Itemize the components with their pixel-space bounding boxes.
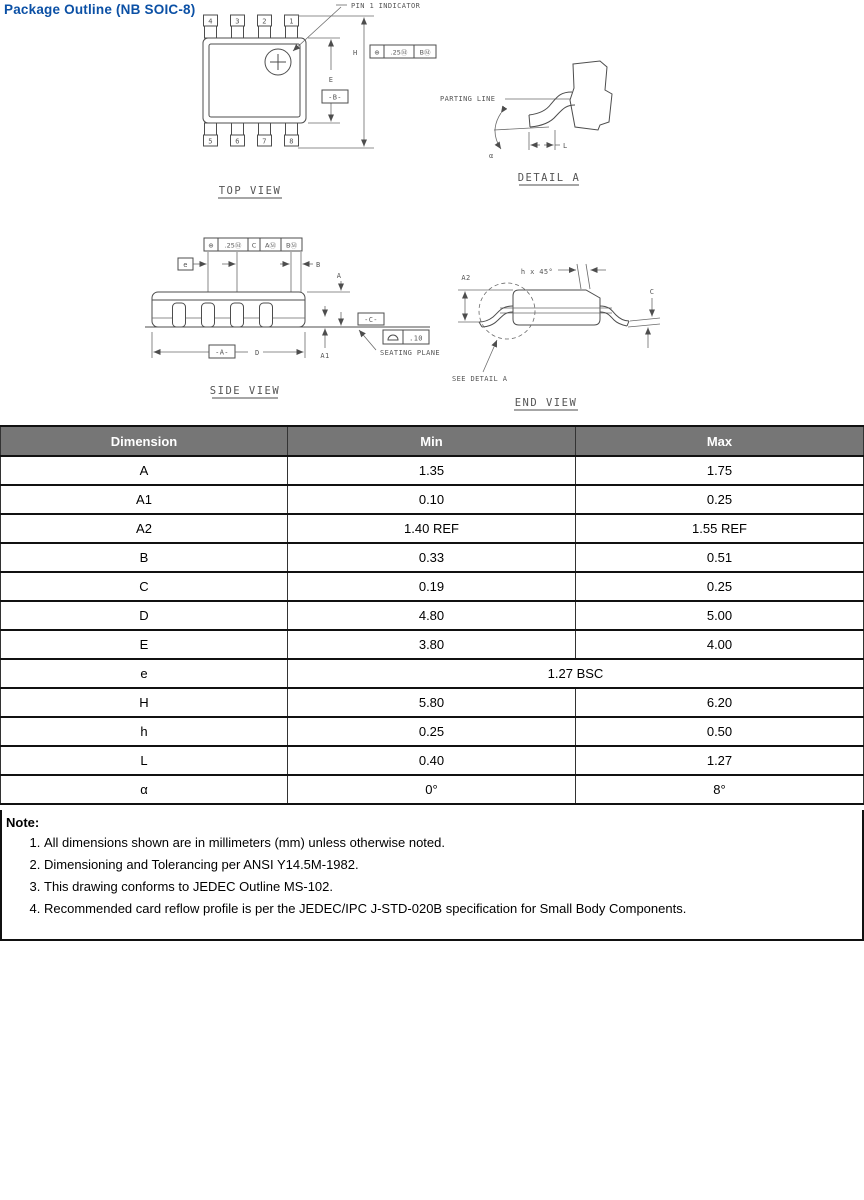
note-item: 1. All dimensions shown are in millimeters (mm) unless otherwise noted.	[44, 832, 862, 854]
dimension-cell: C	[1, 572, 288, 601]
min-cell: 3.80	[288, 630, 576, 659]
min-cell: 0.33	[288, 543, 576, 572]
pin-number: 8	[289, 137, 294, 146]
lead-profile	[529, 92, 572, 115]
svg-text:BⓂ: BⓂ	[286, 241, 297, 250]
pin-number: 4	[208, 17, 213, 26]
dim-E-label: E	[328, 76, 334, 84]
dimension-cell: B	[1, 543, 288, 572]
max-cell: 0.25	[576, 485, 864, 514]
dim-A2-label: A2	[461, 274, 471, 282]
dim-e-label: e	[183, 261, 188, 269]
datum-A-label: -A-	[215, 348, 229, 357]
position-symbol: ⊕	[374, 48, 380, 57]
max-cell: 1.55 REF	[576, 514, 864, 543]
svg-text:AⓂ: AⓂ	[265, 241, 276, 250]
dim-L-label: L	[563, 142, 568, 150]
note-item: 4. Recommended card reflow profile is per the JEDEC/IPC J-STD-020B specification for Small Body Components.	[44, 898, 862, 920]
notes-heading: Note:	[6, 815, 40, 830]
pin-number: 7	[262, 137, 267, 146]
table-row	[1, 717, 864, 746]
datum-C-label: -C-	[364, 316, 378, 324]
pin-number: 5	[208, 137, 213, 146]
bottom-pins	[204, 123, 299, 146]
table-row	[1, 514, 864, 543]
note-item: 3. This drawing conforms to JEDEC Outline MS-102.	[44, 876, 862, 898]
min-cell: 4.80	[288, 601, 576, 630]
table-row	[1, 775, 864, 804]
dimension-cell: e	[1, 659, 288, 688]
parting-line-label: PARTING LINE	[440, 95, 496, 103]
dimension-cell: D	[1, 601, 288, 630]
min-cell: 1.40 REF	[288, 514, 576, 543]
dimension-cell: α	[1, 775, 288, 804]
dim-H-label: H	[353, 49, 358, 57]
svg-text:BⓂ: BⓂ	[419, 48, 431, 57]
max-cell: 5.00	[576, 601, 864, 630]
molded-body-edge	[570, 61, 612, 130]
svg-text:.25Ⓜ: .25Ⓜ	[224, 241, 242, 250]
dim-B-label: B	[316, 261, 321, 269]
max-cell: 0.50	[576, 717, 864, 746]
page-title: Package Outline (NB SOIC-8)	[4, 2, 196, 17]
dimension-cell: L	[1, 746, 288, 775]
dimension-cell: h	[1, 717, 288, 746]
dim-D-label: D	[255, 349, 260, 357]
detail-a-label: DETAIL A	[517, 172, 581, 184]
package-body-end	[513, 290, 600, 325]
min-cell: 0.40	[288, 746, 576, 775]
dimension-cell: E	[1, 630, 288, 659]
top-view-label: TOP VIEW	[218, 185, 282, 197]
header-max: Max	[576, 426, 864, 456]
note-item: 2. Dimensioning and Tolerancing per ANSI Y14.5M-1982.	[44, 854, 862, 876]
seating-plane-label: SEATING PLANE	[380, 349, 440, 357]
max-cell: 0.25	[576, 572, 864, 601]
package-body	[203, 38, 306, 123]
pin-number: 3	[235, 17, 240, 26]
table-row	[1, 746, 864, 775]
max-cell: 1.75	[576, 456, 864, 485]
see-detail-a-label: SEE DETAIL A	[452, 375, 508, 383]
min-cell: 0°	[288, 775, 576, 804]
table-header-row	[1, 426, 864, 456]
table-row	[1, 688, 864, 717]
notes-box	[0, 810, 864, 941]
table-row	[1, 630, 864, 659]
top-view-drawing	[203, 2, 436, 198]
svg-text:.25Ⓜ: .25Ⓜ	[390, 48, 408, 57]
table-row	[1, 456, 864, 485]
chamfer-label: h x 45°	[520, 268, 554, 276]
min-cell: 0.25	[288, 717, 576, 746]
dimension-table	[0, 425, 864, 805]
svg-text:.10: .10	[409, 334, 423, 343]
max-cell: 8°	[576, 775, 864, 804]
side-view-label: SIDE VIEW	[209, 385, 281, 397]
detail-a-drawing	[440, 61, 612, 185]
min-cell: 0.19	[288, 572, 576, 601]
end-view-drawing	[452, 264, 660, 410]
package-outline-drawing	[0, 0, 864, 424]
max-cell: 4.00	[576, 630, 864, 659]
notes-list	[2, 832, 862, 920]
side-view-drawing	[145, 238, 440, 398]
dim-C-label: C	[649, 288, 655, 296]
merged-value-cell: 1.27 BSC	[288, 659, 864, 688]
position-tolerance-frame	[370, 45, 436, 58]
dimension-table-body	[1, 456, 864, 804]
pin1-indicator-label: PIN 1 INDICATOR	[351, 2, 421, 10]
header-min: Min	[288, 426, 576, 456]
dimension-cell: A	[1, 456, 288, 485]
table-row	[1, 572, 864, 601]
dim-A1-label: A1	[320, 352, 330, 360]
max-cell: 6.20	[576, 688, 864, 717]
top-pins	[204, 15, 299, 38]
table-row	[1, 601, 864, 630]
flatness-tolerance-frame	[383, 330, 429, 344]
table-row	[1, 659, 864, 688]
table-row	[1, 543, 864, 572]
max-cell: 0.51	[576, 543, 864, 572]
min-cell: 1.35	[288, 456, 576, 485]
pin-number: 2	[262, 17, 267, 26]
dim-A-label: A	[336, 272, 342, 280]
table-row	[1, 485, 864, 514]
min-cell: 5.80	[288, 688, 576, 717]
pin-number: 6	[235, 137, 240, 146]
max-cell: 1.27	[576, 746, 864, 775]
min-cell: 0.10	[288, 485, 576, 514]
end-view-label: END VIEW	[514, 397, 578, 409]
lead-position-tolerance-frame	[204, 238, 302, 251]
alpha-angle-label: α	[489, 152, 494, 160]
datum-B-label: -B-	[328, 93, 342, 102]
dimension-cell: H	[1, 688, 288, 717]
pin-number: 1	[289, 17, 294, 26]
header-dimension: Dimension	[1, 426, 288, 456]
svg-text:C: C	[251, 241, 257, 250]
svg-text:⊕: ⊕	[208, 241, 214, 250]
dimension-cell: A1	[1, 485, 288, 514]
dimension-cell: A2	[1, 514, 288, 543]
